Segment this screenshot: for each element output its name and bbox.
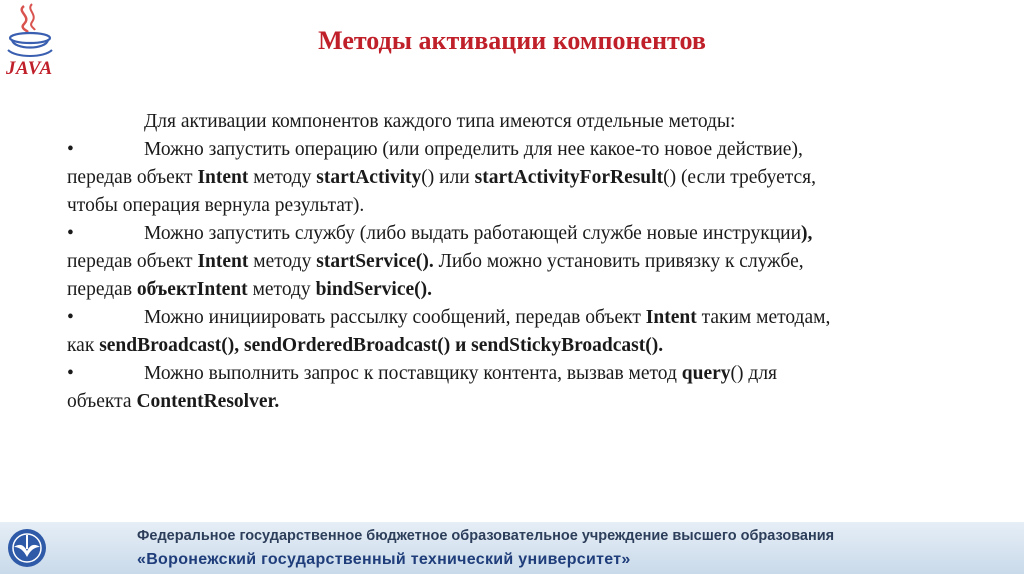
university-emblem-icon — [6, 525, 48, 571]
intro-line: Для активации компонентов каждого типа имеются отдельные методы: — [144, 111, 736, 132]
bullet-3-line-1: • Можно инициировать рассылку сообщений, передав объект Intent таким методам, — [67, 307, 831, 328]
bullet-1-line-3: чтобы операция вернула результат). — [67, 195, 365, 216]
bullet-3-line-2: как sendBroadcast(), sendOrderedBroadcast() и sendStickyBroadcast(). — [67, 335, 664, 356]
bullet-2-line-1: • Можно запустить службу (либо выдать работающей службе новые инструкции), — [67, 223, 813, 244]
bullet-4-line-1: • Можно выполнить запрос к поставщику контента, вызвав метод query() для — [67, 363, 778, 384]
footer-bar — [0, 522, 1024, 574]
bullet-4-line-2: объекта ContentResolver. — [67, 391, 280, 412]
slide-body — [67, 108, 987, 416]
java-logo-text: JAVA — [6, 58, 53, 79]
bullet-1-line-2: передав объект Intent методу startActivity() или startActivityForResult() (если требуется, — [67, 167, 817, 188]
bullet-2-line-2: передав объект Intent методу startService(). Либо можно установить привязку к службе, — [67, 251, 804, 272]
footer-university-name: «Воронежский государственный технический университет» — [137, 551, 631, 568]
bullet-2-line-3: передав объектIntent методу bindService(). — [67, 279, 433, 300]
footer-institution-type: Федеральное государственное бюджетное образовательное учреждение высшего образования — [137, 528, 835, 544]
slide-title: Методы активации компонентов — [318, 26, 706, 55]
bullet-1-line-1: • Можно запустить операцию (или определить для нее какое-то новое действие), — [67, 139, 803, 160]
